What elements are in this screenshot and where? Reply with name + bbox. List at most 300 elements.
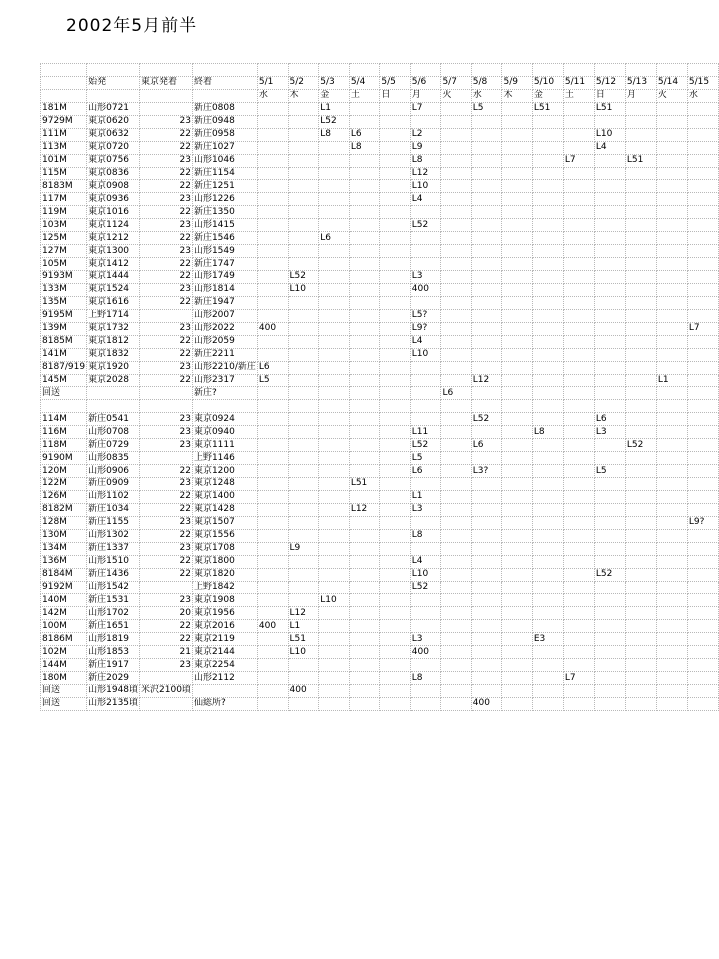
set-assignment bbox=[257, 659, 288, 672]
set-assignment: L2 bbox=[410, 128, 441, 141]
set-assignment bbox=[257, 193, 288, 206]
set-assignment bbox=[349, 322, 380, 335]
table-row bbox=[41, 322, 719, 335]
terminal-time: 新庄? bbox=[192, 387, 257, 400]
cell bbox=[532, 64, 563, 77]
set-assignment bbox=[625, 452, 656, 465]
set-assignment bbox=[380, 154, 410, 167]
set-assignment bbox=[625, 490, 656, 503]
train-number: 141M bbox=[41, 348, 87, 361]
tokyo-track: 23 bbox=[140, 659, 193, 672]
set-assignment bbox=[656, 271, 687, 284]
set-assignment bbox=[257, 309, 288, 322]
set-assignment bbox=[625, 568, 656, 581]
set-assignment: L8 bbox=[410, 154, 441, 167]
set-assignment bbox=[502, 245, 532, 258]
set-assignment bbox=[594, 309, 625, 322]
set-assignment bbox=[687, 400, 718, 413]
set-assignment bbox=[656, 258, 687, 271]
set-assignment bbox=[563, 167, 594, 180]
set-assignment bbox=[687, 154, 718, 167]
set-assignment bbox=[380, 206, 410, 219]
set-assignment bbox=[594, 581, 625, 594]
set-assignment bbox=[319, 296, 350, 309]
train-number: 100M bbox=[41, 620, 87, 633]
train-number: 126M bbox=[41, 490, 87, 503]
train-number: 9195M bbox=[41, 309, 87, 322]
set-assignment bbox=[380, 141, 410, 154]
date-header: 5/15 bbox=[687, 76, 718, 89]
set-assignment bbox=[319, 154, 350, 167]
origin-time: 新庄0729 bbox=[87, 439, 140, 452]
set-assignment: L3 bbox=[410, 633, 441, 646]
set-assignment bbox=[319, 426, 350, 439]
set-assignment bbox=[656, 672, 687, 685]
terminal-time: 新庄1350 bbox=[192, 206, 257, 219]
cell bbox=[41, 76, 87, 89]
set-assignment bbox=[532, 568, 563, 581]
table-row bbox=[41, 620, 719, 633]
tokyo-track: 23 bbox=[140, 413, 193, 426]
set-assignment bbox=[687, 529, 718, 542]
set-assignment bbox=[563, 555, 594, 568]
tokyo-track: 22 bbox=[140, 555, 193, 568]
set-assignment bbox=[563, 439, 594, 452]
set-assignment bbox=[288, 478, 319, 491]
set-assignment bbox=[625, 128, 656, 141]
train-number: 9729M bbox=[41, 115, 87, 128]
train-number: 9193M bbox=[41, 271, 87, 284]
set-assignment bbox=[288, 659, 319, 672]
set-assignment bbox=[471, 167, 502, 180]
set-assignment bbox=[625, 374, 656, 387]
set-assignment bbox=[257, 581, 288, 594]
set-assignment bbox=[687, 283, 718, 296]
set-assignment bbox=[380, 672, 410, 685]
set-assignment bbox=[471, 154, 502, 167]
train-number: 回送 bbox=[41, 685, 87, 698]
set-assignment bbox=[687, 620, 718, 633]
set-assignment: L12 bbox=[471, 374, 502, 387]
origin-time: 山形1102 bbox=[87, 490, 140, 503]
weekday-header: 木 bbox=[502, 89, 532, 102]
set-assignment bbox=[625, 283, 656, 296]
set-assignment bbox=[563, 503, 594, 516]
set-assignment bbox=[687, 245, 718, 258]
set-assignment bbox=[532, 452, 563, 465]
set-assignment bbox=[502, 232, 532, 245]
terminal-time: 新庄1154 bbox=[192, 167, 257, 180]
set-assignment bbox=[410, 542, 441, 555]
set-assignment bbox=[594, 154, 625, 167]
origin-time: 山形0708 bbox=[87, 426, 140, 439]
set-assignment bbox=[563, 219, 594, 232]
set-assignment bbox=[471, 646, 502, 659]
set-assignment bbox=[380, 620, 410, 633]
set-assignment: E3 bbox=[532, 633, 563, 646]
date-header: 5/8 bbox=[471, 76, 502, 89]
set-assignment bbox=[257, 141, 288, 154]
set-assignment bbox=[687, 633, 718, 646]
set-assignment bbox=[349, 232, 380, 245]
set-assignment bbox=[625, 465, 656, 478]
tokyo-track: 22 bbox=[140, 620, 193, 633]
set-assignment: L10 bbox=[319, 594, 350, 607]
set-assignment bbox=[441, 322, 471, 335]
set-assignment bbox=[532, 115, 563, 128]
train-number: 8186M bbox=[41, 633, 87, 646]
set-assignment bbox=[380, 452, 410, 465]
set-assignment bbox=[257, 594, 288, 607]
terminal-time: 新庄0948 bbox=[192, 115, 257, 128]
weekday-header: 日 bbox=[380, 89, 410, 102]
set-assignment: L6 bbox=[319, 232, 350, 245]
set-assignment bbox=[594, 478, 625, 491]
table-row bbox=[41, 516, 719, 529]
set-assignment bbox=[502, 400, 532, 413]
set-assignment bbox=[594, 594, 625, 607]
set-assignment bbox=[471, 141, 502, 154]
set-assignment bbox=[257, 646, 288, 659]
set-assignment bbox=[594, 633, 625, 646]
set-assignment bbox=[410, 387, 441, 400]
tokyo-track: 22 bbox=[140, 180, 193, 193]
set-assignment bbox=[502, 258, 532, 271]
set-assignment bbox=[656, 128, 687, 141]
schedule-table bbox=[40, 63, 719, 711]
set-assignment bbox=[532, 555, 563, 568]
set-assignment bbox=[349, 361, 380, 374]
set-assignment bbox=[563, 271, 594, 284]
set-assignment bbox=[687, 685, 718, 698]
set-assignment bbox=[502, 607, 532, 620]
terminal-time: 新庄2211 bbox=[192, 348, 257, 361]
set-assignment bbox=[563, 128, 594, 141]
set-assignment: L1 bbox=[656, 374, 687, 387]
terminal-time: 東京1400 bbox=[192, 490, 257, 503]
set-assignment bbox=[380, 102, 410, 115]
table-row bbox=[41, 452, 719, 465]
set-assignment bbox=[687, 478, 718, 491]
table-row bbox=[41, 646, 719, 659]
set-assignment bbox=[349, 490, 380, 503]
tokyo-track: 23 bbox=[140, 115, 193, 128]
set-assignment bbox=[594, 219, 625, 232]
terminal-time: 仙総所? bbox=[192, 697, 257, 710]
table-row bbox=[41, 490, 719, 503]
set-assignment bbox=[380, 232, 410, 245]
set-assignment bbox=[687, 413, 718, 426]
set-assignment bbox=[656, 167, 687, 180]
cell bbox=[41, 89, 87, 102]
train-number: 140M bbox=[41, 594, 87, 607]
set-assignment bbox=[441, 439, 471, 452]
set-assignment bbox=[656, 542, 687, 555]
set-assignment bbox=[625, 296, 656, 309]
set-assignment bbox=[471, 206, 502, 219]
set-assignment bbox=[656, 387, 687, 400]
weekday-header: 水 bbox=[257, 89, 288, 102]
set-assignment bbox=[380, 283, 410, 296]
weekday-header: 金 bbox=[319, 89, 350, 102]
set-assignment bbox=[532, 154, 563, 167]
set-assignment bbox=[471, 659, 502, 672]
set-assignment bbox=[471, 309, 502, 322]
set-assignment bbox=[288, 439, 319, 452]
set-assignment bbox=[656, 478, 687, 491]
set-assignment bbox=[563, 516, 594, 529]
weekday-header: 火 bbox=[441, 89, 471, 102]
set-assignment bbox=[257, 219, 288, 232]
set-assignment bbox=[656, 232, 687, 245]
set-assignment bbox=[441, 400, 471, 413]
set-assignment: L52 bbox=[471, 413, 502, 426]
set-assignment bbox=[319, 568, 350, 581]
tokyo-track: 23 bbox=[140, 283, 193, 296]
set-assignment bbox=[471, 296, 502, 309]
set-assignment bbox=[656, 490, 687, 503]
set-assignment bbox=[563, 594, 594, 607]
set-assignment: L52 bbox=[410, 219, 441, 232]
header-tokyo: 東京発着 bbox=[140, 76, 193, 89]
set-assignment bbox=[532, 361, 563, 374]
table-row bbox=[41, 672, 719, 685]
tokyo-track: 22 bbox=[140, 465, 193, 478]
set-assignment bbox=[563, 490, 594, 503]
set-assignment bbox=[441, 555, 471, 568]
set-assignment: 400 bbox=[410, 283, 441, 296]
set-assignment bbox=[532, 180, 563, 193]
tokyo-track bbox=[140, 452, 193, 465]
cell bbox=[687, 64, 718, 77]
set-assignment bbox=[502, 193, 532, 206]
set-assignment bbox=[563, 697, 594, 710]
set-assignment bbox=[380, 219, 410, 232]
set-assignment bbox=[288, 154, 319, 167]
set-assignment bbox=[687, 426, 718, 439]
set-assignment bbox=[349, 516, 380, 529]
set-assignment bbox=[502, 620, 532, 633]
set-assignment bbox=[687, 555, 718, 568]
table-row bbox=[41, 555, 719, 568]
set-assignment bbox=[625, 102, 656, 115]
weekday-header: 土 bbox=[349, 89, 380, 102]
set-assignment bbox=[349, 452, 380, 465]
origin-time: 東京1524 bbox=[87, 283, 140, 296]
set-assignment bbox=[349, 594, 380, 607]
set-assignment bbox=[563, 296, 594, 309]
terminal-time: 東京2119 bbox=[192, 633, 257, 646]
terminal-time: 東京2254 bbox=[192, 659, 257, 672]
set-assignment bbox=[502, 154, 532, 167]
terminal-time: 山形2317 bbox=[192, 374, 257, 387]
set-assignment bbox=[257, 413, 288, 426]
set-assignment bbox=[594, 387, 625, 400]
set-assignment bbox=[319, 620, 350, 633]
set-assignment bbox=[257, 283, 288, 296]
tokyo-track: 23 bbox=[140, 154, 193, 167]
set-assignment bbox=[471, 128, 502, 141]
set-assignment bbox=[380, 439, 410, 452]
set-assignment bbox=[687, 490, 718, 503]
set-assignment bbox=[441, 167, 471, 180]
cell bbox=[410, 64, 441, 77]
origin-time: 東京1016 bbox=[87, 206, 140, 219]
set-assignment bbox=[471, 555, 502, 568]
set-assignment bbox=[471, 452, 502, 465]
set-assignment bbox=[656, 348, 687, 361]
set-assignment: L7 bbox=[563, 154, 594, 167]
set-assignment bbox=[380, 465, 410, 478]
tokyo-track bbox=[140, 400, 193, 413]
set-assignment bbox=[656, 568, 687, 581]
set-assignment bbox=[380, 568, 410, 581]
set-assignment bbox=[625, 167, 656, 180]
set-assignment bbox=[594, 697, 625, 710]
set-assignment bbox=[441, 232, 471, 245]
set-assignment bbox=[532, 503, 563, 516]
train-number: 105M bbox=[41, 258, 87, 271]
set-assignment: L7 bbox=[563, 672, 594, 685]
table-row bbox=[41, 102, 719, 115]
set-assignment bbox=[441, 361, 471, 374]
set-assignment bbox=[441, 374, 471, 387]
set-assignment bbox=[380, 193, 410, 206]
set-assignment bbox=[563, 465, 594, 478]
set-assignment bbox=[532, 322, 563, 335]
table-row bbox=[41, 141, 719, 154]
origin-time: 新庄0909 bbox=[87, 478, 140, 491]
weekday-header: 水 bbox=[471, 89, 502, 102]
set-assignment bbox=[656, 296, 687, 309]
set-assignment bbox=[563, 232, 594, 245]
table-row bbox=[41, 413, 719, 426]
set-assignment bbox=[441, 659, 471, 672]
set-assignment: L10 bbox=[410, 348, 441, 361]
set-assignment bbox=[625, 115, 656, 128]
set-assignment bbox=[656, 361, 687, 374]
set-assignment bbox=[687, 503, 718, 516]
set-assignment bbox=[257, 529, 288, 542]
table-row bbox=[41, 309, 719, 322]
set-assignment bbox=[349, 219, 380, 232]
train-number: 113M bbox=[41, 141, 87, 154]
set-assignment bbox=[656, 439, 687, 452]
set-assignment bbox=[563, 387, 594, 400]
set-assignment bbox=[656, 529, 687, 542]
set-assignment bbox=[257, 633, 288, 646]
cell bbox=[140, 64, 193, 77]
set-assignment bbox=[625, 620, 656, 633]
date-header: 5/10 bbox=[532, 76, 563, 89]
set-assignment bbox=[441, 219, 471, 232]
set-assignment bbox=[656, 219, 687, 232]
set-assignment bbox=[349, 180, 380, 193]
set-assignment: 400 bbox=[288, 685, 319, 698]
set-assignment bbox=[502, 542, 532, 555]
set-assignment bbox=[656, 102, 687, 115]
set-assignment bbox=[319, 529, 350, 542]
set-assignment bbox=[349, 465, 380, 478]
set-assignment bbox=[625, 478, 656, 491]
set-assignment bbox=[410, 685, 441, 698]
table-row bbox=[41, 542, 719, 555]
set-assignment bbox=[257, 568, 288, 581]
set-assignment bbox=[319, 646, 350, 659]
set-assignment bbox=[532, 646, 563, 659]
origin-time: 東京1732 bbox=[87, 322, 140, 335]
cell bbox=[87, 64, 140, 77]
set-assignment bbox=[380, 529, 410, 542]
set-assignment bbox=[380, 387, 410, 400]
terminal-time bbox=[192, 400, 257, 413]
table-row bbox=[41, 206, 719, 219]
set-assignment bbox=[502, 180, 532, 193]
set-assignment bbox=[471, 633, 502, 646]
terminal-time bbox=[192, 685, 257, 698]
set-assignment bbox=[257, 167, 288, 180]
set-assignment: 400 bbox=[471, 697, 502, 710]
set-assignment bbox=[288, 594, 319, 607]
set-assignment bbox=[349, 245, 380, 258]
origin-time bbox=[87, 400, 140, 413]
set-assignment: L6 bbox=[257, 361, 288, 374]
set-assignment: L12 bbox=[349, 503, 380, 516]
set-assignment bbox=[288, 258, 319, 271]
set-assignment bbox=[594, 115, 625, 128]
set-assignment bbox=[380, 659, 410, 672]
set-assignment bbox=[441, 568, 471, 581]
set-assignment bbox=[687, 167, 718, 180]
set-assignment bbox=[502, 452, 532, 465]
set-assignment bbox=[380, 258, 410, 271]
set-assignment bbox=[319, 193, 350, 206]
set-assignment bbox=[656, 697, 687, 710]
set-assignment bbox=[257, 452, 288, 465]
tokyo-track bbox=[140, 697, 193, 710]
origin-time: 東京0836 bbox=[87, 167, 140, 180]
train-number: 103M bbox=[41, 219, 87, 232]
set-assignment bbox=[502, 271, 532, 284]
header-row bbox=[41, 76, 719, 89]
set-assignment bbox=[349, 154, 380, 167]
set-assignment bbox=[471, 516, 502, 529]
set-assignment bbox=[563, 141, 594, 154]
table-row bbox=[41, 167, 719, 180]
train-number: 8184M bbox=[41, 568, 87, 581]
set-assignment bbox=[380, 374, 410, 387]
set-assignment bbox=[563, 193, 594, 206]
set-assignment bbox=[380, 426, 410, 439]
blank-row bbox=[41, 64, 719, 77]
origin-time: 東京1212 bbox=[87, 232, 140, 245]
table-row bbox=[41, 128, 719, 141]
set-assignment bbox=[625, 581, 656, 594]
set-assignment bbox=[471, 387, 502, 400]
set-assignment bbox=[625, 219, 656, 232]
set-assignment bbox=[687, 568, 718, 581]
tokyo-track: 22 bbox=[140, 258, 193, 271]
table-row bbox=[41, 581, 719, 594]
set-assignment bbox=[319, 672, 350, 685]
set-assignment bbox=[594, 348, 625, 361]
set-assignment bbox=[532, 490, 563, 503]
set-assignment bbox=[380, 361, 410, 374]
set-assignment bbox=[319, 335, 350, 348]
terminal-time: 新庄1747 bbox=[192, 258, 257, 271]
set-assignment bbox=[594, 659, 625, 672]
set-assignment bbox=[656, 245, 687, 258]
